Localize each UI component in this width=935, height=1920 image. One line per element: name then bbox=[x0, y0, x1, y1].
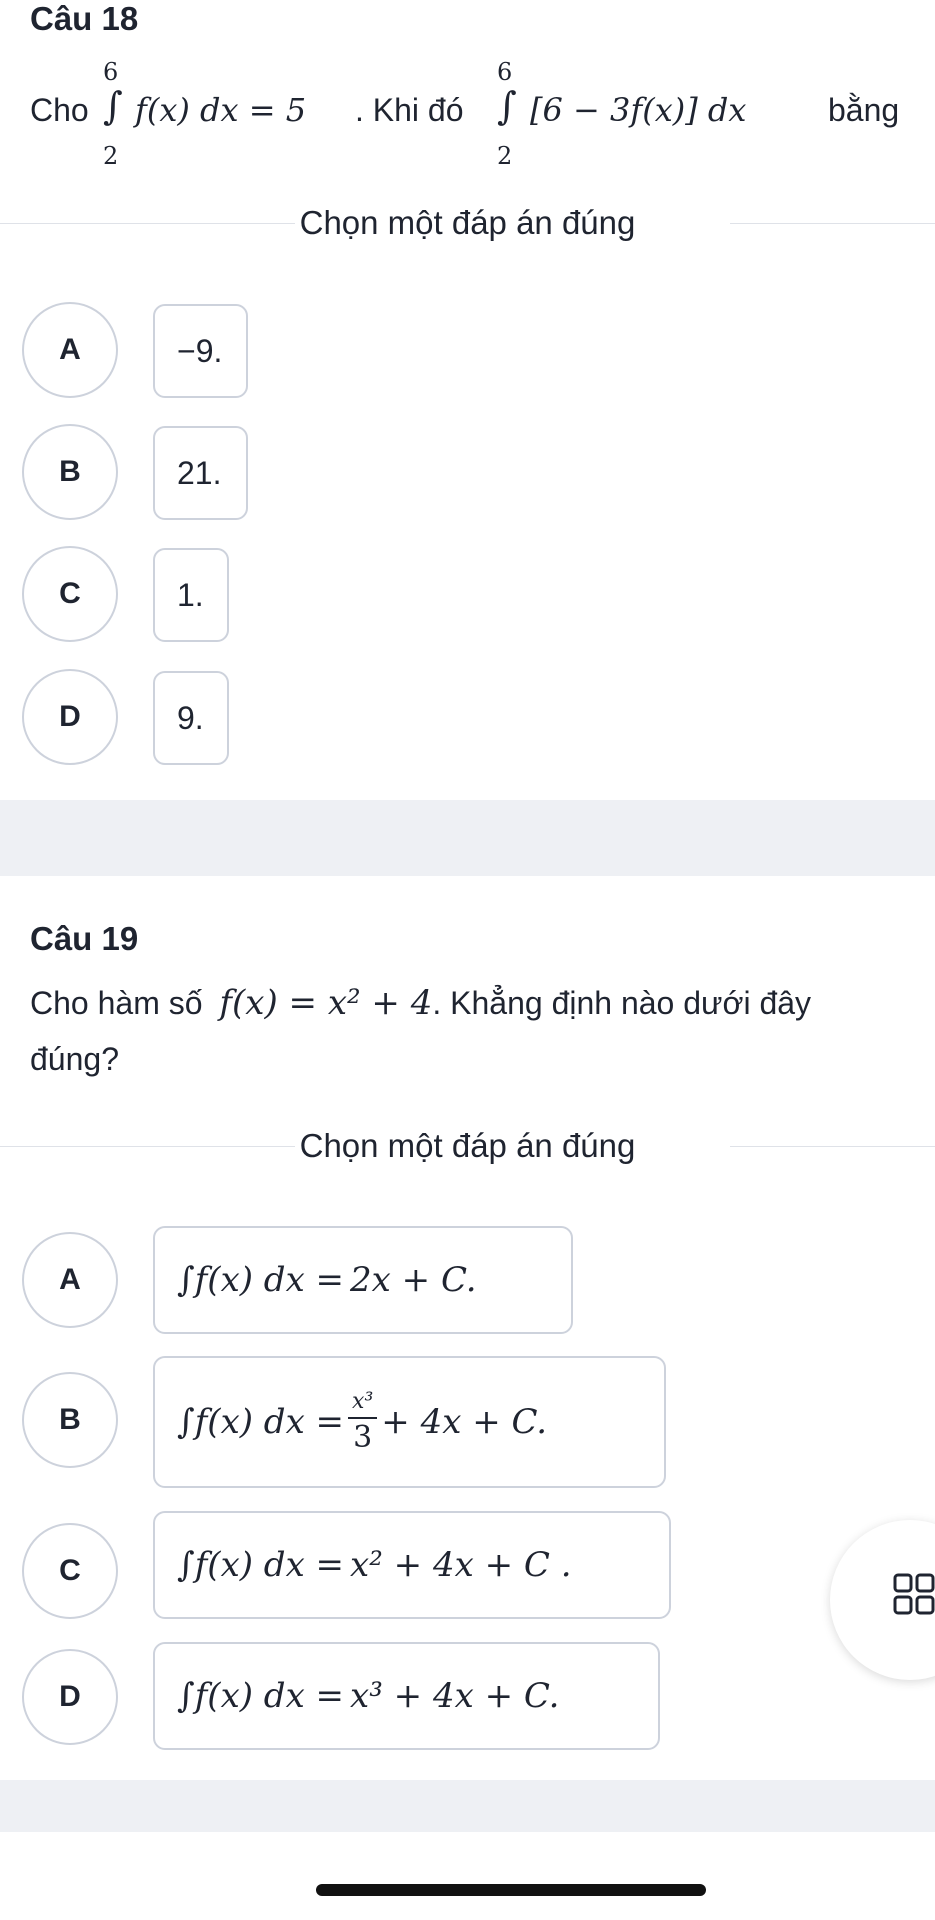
option-letter[interactable]: C bbox=[22, 546, 118, 642]
question-title: Câu 18 bbox=[30, 0, 139, 37]
integral-upper-bound: 6 bbox=[103, 58, 119, 86]
fraction-denominator: 3 bbox=[353, 1420, 373, 1455]
question-text bbox=[30, 975, 910, 1087]
text-mid: . Khi đó bbox=[355, 92, 464, 128]
option-answer[interactable]: 9. bbox=[153, 671, 229, 765]
choose-label: Chọn một đáp án đúng bbox=[299, 1127, 636, 1164]
section-separator bbox=[0, 800, 935, 876]
answer-lhs: ∫f(x) dx = bbox=[177, 1545, 345, 1585]
answer-rhs: x³ + 4x + C. bbox=[350, 1676, 560, 1716]
home-indicator bbox=[316, 1884, 706, 1896]
fraction bbox=[348, 1387, 377, 1457]
function-expression: f(x) = x² + 4 bbox=[219, 983, 433, 1023]
option-answer[interactable] bbox=[153, 1642, 660, 1750]
option-letter[interactable]: C bbox=[22, 1523, 118, 1619]
option-letter[interactable]: B bbox=[22, 424, 118, 520]
option-letter[interactable]: A bbox=[22, 1232, 118, 1328]
option-letter[interactable]: D bbox=[22, 1649, 118, 1745]
integral-upper-bound: 6 bbox=[497, 58, 513, 86]
text-prefix: Cho hàm số bbox=[30, 985, 203, 1021]
choose-divider bbox=[0, 204, 935, 244]
option-letter[interactable]: B bbox=[22, 1372, 118, 1468]
question-title: Câu 19 bbox=[30, 920, 139, 957]
fraction-numerator: x³ bbox=[348, 1387, 377, 1419]
integral-lower-bound: 2 bbox=[103, 142, 119, 170]
answer-lhs: ∫f(x) dx = bbox=[177, 1676, 345, 1716]
option-answer[interactable] bbox=[153, 1511, 671, 1619]
integral-lower-bound: 2 bbox=[497, 142, 513, 170]
grid-icon[interactable] bbox=[893, 1573, 935, 1615]
answer-rhs: + 4x + C. bbox=[381, 1402, 548, 1442]
option-answer[interactable]: −9. bbox=[153, 304, 248, 398]
option-answer[interactable] bbox=[153, 1356, 666, 1488]
answer-lhs: ∫f(x) dx = bbox=[177, 1402, 345, 1442]
choose-divider bbox=[0, 1127, 935, 1167]
option-letter[interactable]: D bbox=[22, 669, 118, 765]
bottom-band bbox=[0, 1780, 935, 1832]
text-suffix: bằng bbox=[828, 92, 900, 128]
text-suffix: . Khẳng định nào dưới đây bbox=[432, 985, 812, 1021]
answer-rhs: x² + 4x + C . bbox=[350, 1545, 572, 1585]
text-line-2: đúng? bbox=[30, 1041, 119, 1077]
choose-label: Chọn một đáp án đúng bbox=[299, 204, 636, 241]
integral-sign: ∫ bbox=[497, 84, 517, 128]
option-answer[interactable] bbox=[153, 1226, 573, 1334]
option-letter[interactable]: A bbox=[22, 302, 118, 398]
integral-sign: ∫ bbox=[103, 84, 123, 128]
integral-body: [6 − 3f(x)] dx bbox=[530, 91, 747, 129]
answer-rhs: 2x + C. bbox=[350, 1260, 477, 1300]
integral-body: f(x) dx = 5 bbox=[135, 91, 307, 129]
answer-lhs: ∫f(x) dx = bbox=[177, 1260, 345, 1300]
text-prefix: Cho bbox=[30, 92, 89, 128]
option-answer[interactable]: 1. bbox=[153, 548, 229, 642]
option-answer[interactable]: 21. bbox=[153, 426, 248, 520]
